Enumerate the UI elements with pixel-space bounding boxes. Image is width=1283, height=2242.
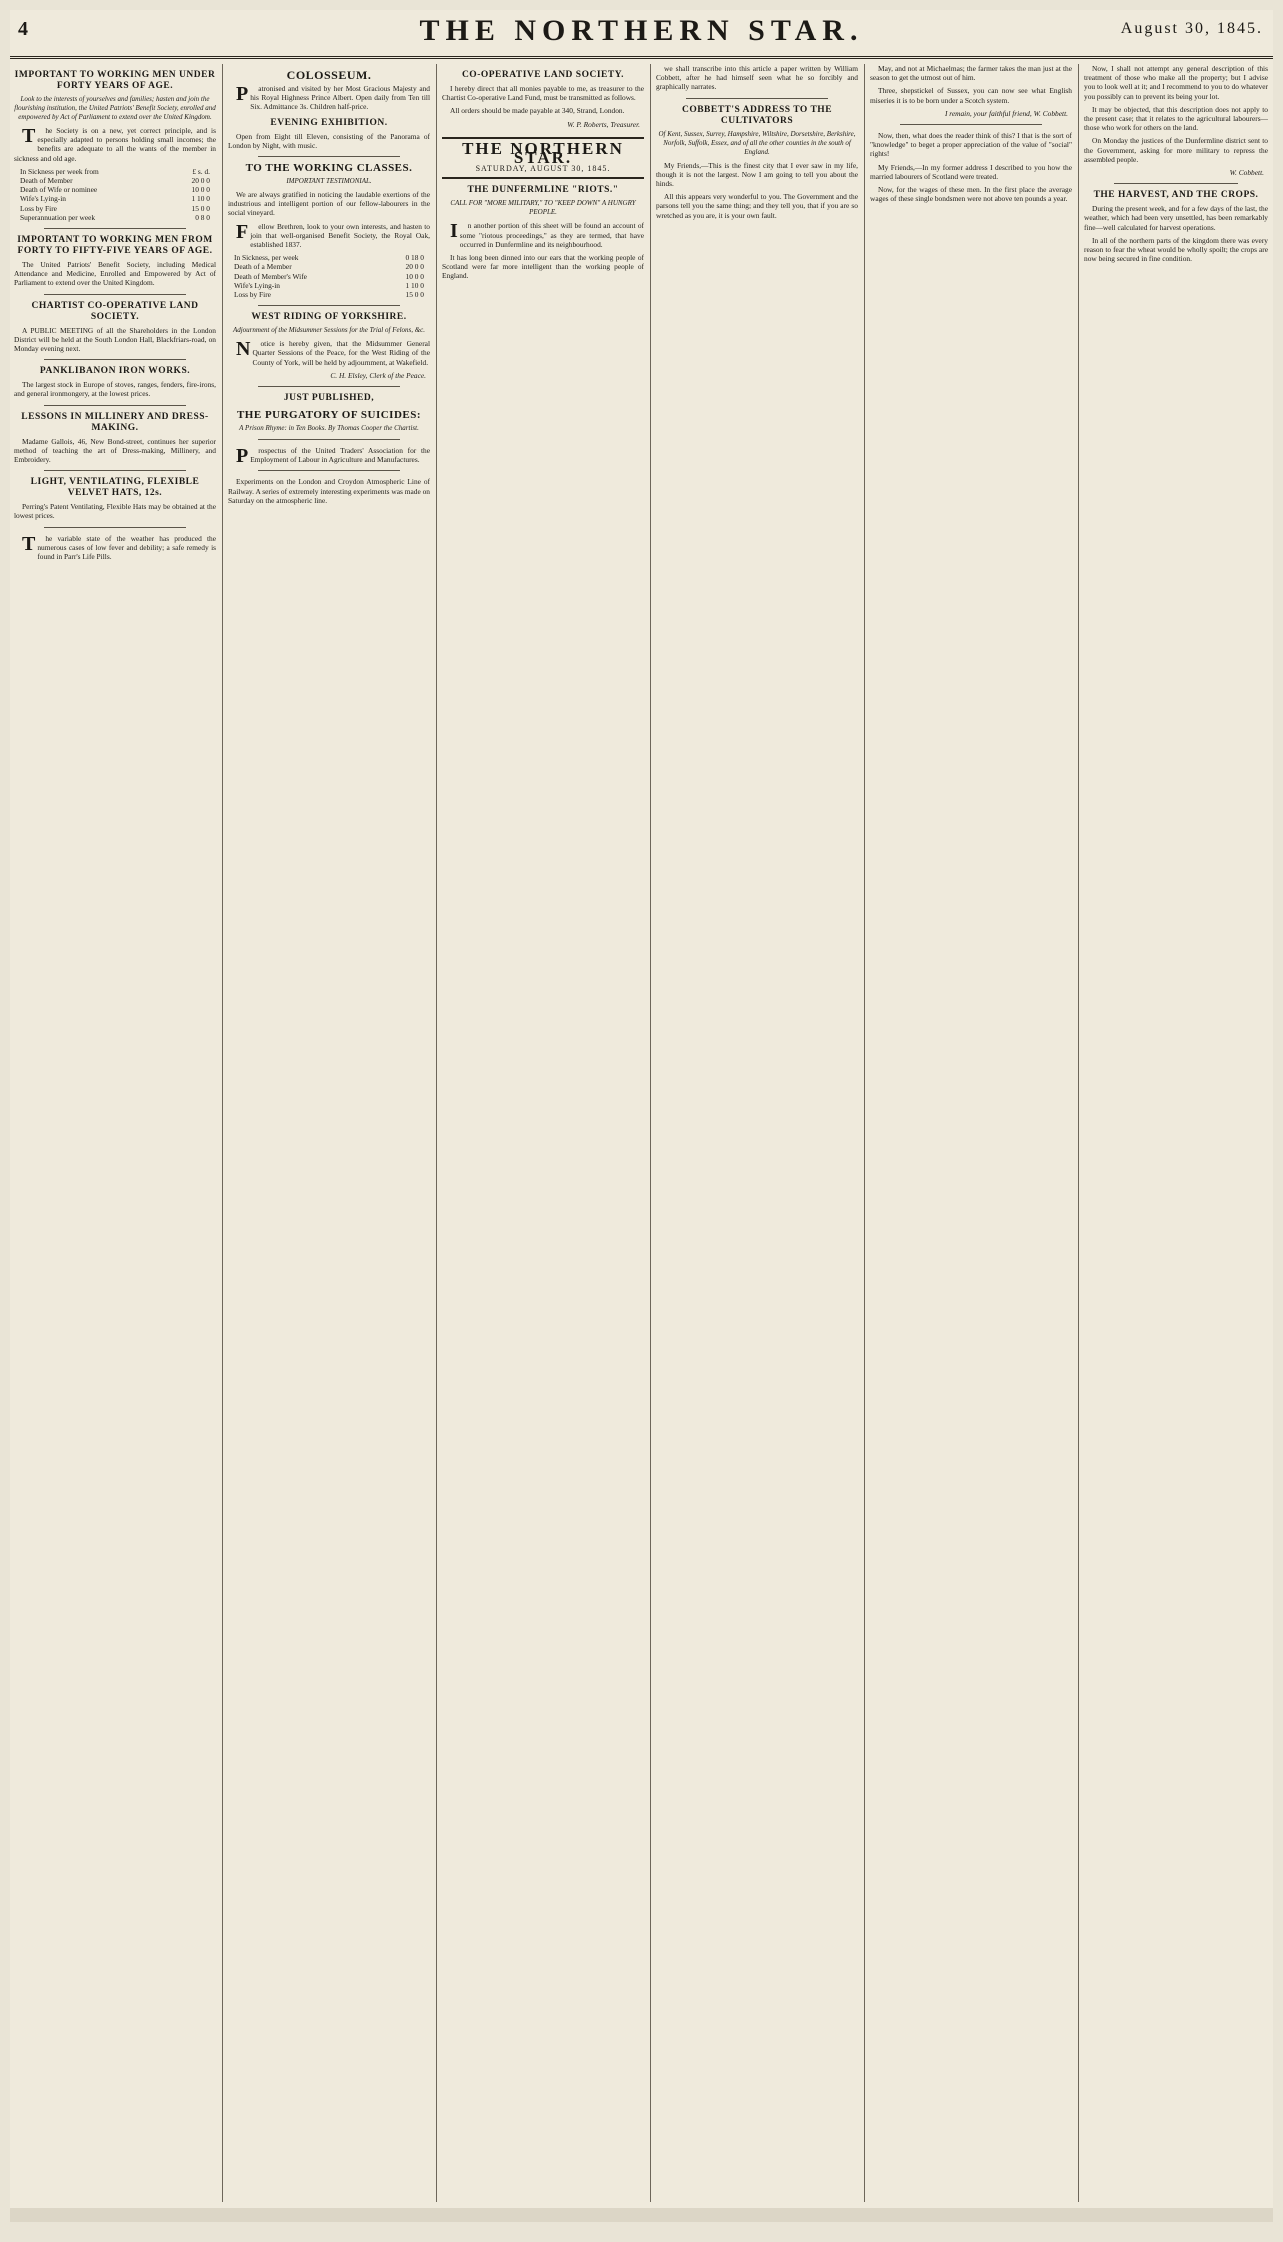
newspaper-title: THE NORTHERN STAR.: [419, 14, 864, 47]
table-row: Superannuation per week 0 8 0: [20, 212, 210, 222]
signature: I remain, your faithful friend, W. Cobbett.: [944, 108, 1068, 118]
paragraph: During the present week, and for a few days of the last, the weather, which had been very unsettled, has been remarkably fine—well calculated for harvest operations.: [1084, 204, 1268, 232]
heading-co-operative: CO-OPERATIVE LAND SOCIETY.: [461, 70, 625, 80]
paragraph: The Society is on a new, yet correct principle, and is especially adapted to persons holding small incomes; the benefits are adequate to all the wants of the member in sickness and old age.: [14, 125, 216, 163]
divider: [258, 470, 400, 471]
masthead: THE NORTHERN STAR.: [442, 137, 644, 162]
paragraph: It may be objected, that this description does not apply to the present case; that it relates to the agricultural labourers—those who work for others on the land.: [1084, 104, 1268, 133]
column-rule: [1078, 64, 1079, 2202]
newspaper-page: [10, 10, 1273, 2222]
column-rule: [222, 64, 223, 2202]
divider: [1114, 183, 1238, 184]
divider: [258, 386, 400, 387]
paragraph: Open from Eight till Eleven, consisting of the Panorama of London by Night, with music.: [228, 131, 430, 150]
heading-dunfermline: THE DUNFERMLINE "RIOTS.": [467, 185, 619, 196]
heading-west-riding: WEST RIDING OF YORKSHIRE.: [251, 312, 407, 323]
paragraph: Experiments on the London and Croydon Atmospheric Line of Railway. A series of extremely interesting experiments was made on Saturday on the atmospheric line.: [228, 477, 430, 505]
signature: C. H. Elsley, Clerk of the Peace.: [330, 370, 426, 380]
column-6: [1084, 64, 1268, 2202]
heading-working-classes: TO THE WORKING CLASSES.: [245, 162, 413, 175]
heading-cobbett-address: COBBETT'S ADDRESS TO THE CULTIVATORS: [681, 104, 833, 126]
heading-colosseum: COLOSSEUM.: [286, 68, 372, 82]
paragraph: we shall transcribe into this article a paper written by William Cobbett, after he had himself seen what he so forcibly and graphically narrates.: [656, 64, 858, 92]
divider: [258, 156, 400, 157]
divider: [258, 439, 400, 440]
subheading-military: CALL FOR "MORE MILITARY," TO "KEEP DOWN" A HUNGRY PEOPLE.: [450, 199, 636, 217]
table-row: In Sickness, per week 0 18 0: [234, 253, 424, 263]
paragraph: Prospectus of the United Traders' Association for the Employment of Labour in Agriculture and Manufactures.: [236, 445, 430, 468]
masthead-date: SATURDAY, AUGUST 30, 1845.: [442, 164, 644, 179]
paragraph: Now, for the wages of these men. In the first place the average wages of these single bondsmen were not above ten pounds a year.: [870, 185, 1072, 204]
column-2: [228, 64, 430, 2202]
paragraph: The United Patriots' Benefit Society, including Medical Attendance and Medicine, Enrolled and Empowered by Act of Parliament to extend over the United Kingdom.: [14, 260, 216, 288]
paragraph: I hereby direct that all monies payable to me, as treasurer to the Chartist Co-operative Land Fund, must be transmitted as follows.: [442, 84, 644, 103]
paragraph: In another portion of this sheet will be found an account of some "riotous proceedings," as they are termed, that have occurred in Dunfermline and its neighbourhood.: [450, 220, 644, 249]
divider: [44, 228, 186, 229]
page-bottom-margin: [10, 2208, 1273, 2222]
table-row: Death of Member 20 0 0: [20, 176, 210, 186]
divider: [44, 470, 186, 471]
issue-date: August 30, 1845.: [1120, 20, 1263, 37]
benefits-table: [234, 253, 424, 299]
divider: [258, 305, 400, 306]
paragraph: My Friends,—This is the finest city that I ever saw in my life, though it is not the largest. Now I am going to tell you about the hinds.: [656, 160, 858, 189]
paragraph: All this appears very wonderful to you. The Government and the parsons tell you the same thing; and they tell you, that if you are so wretched as you are, it is your own fault.: [656, 192, 858, 220]
heading-working-men: IMPORTANT TO WORKING MEN UNDER FORTY YEARS OF AGE.: [14, 70, 216, 91]
subheading-counties: Of Kent, Sussex, Surrey, Hampshire, Wiltshire, Dorsetshire, Berkshire, Norfolk, Suffolk, Essex, and of all the other counties in the south of England.: [658, 129, 856, 156]
table-row: Death of Member's Wife 10 0 0: [234, 271, 424, 281]
paragraph: Now, then, what does the reader think of this? I that is the sort of "knowledge" to beget a proper appreciation of the value of "social" rights!: [870, 131, 1072, 159]
divider: [44, 359, 186, 360]
subheading-prison-rhyme: A Prison Rhyme: in Ten Books. By Thomas Cooper the Chartist.: [239, 424, 419, 433]
divider: [900, 124, 1042, 125]
divider: [44, 405, 186, 406]
table-row: Loss by Fire 15 0 0: [20, 203, 210, 213]
paragraph: Perring's Patent Ventilating, Flexible Hats may be obtained at the lowest prices.: [14, 502, 216, 521]
paragraph: Three, shepstickel of Sussex, you can now see what English miseries it is to be born under a Scotch system.: [870, 86, 1072, 105]
paragraph: The largest stock in Europe of stoves, ranges, fenders, fire-irons, and general ironmongery, at the lowest prices.: [14, 380, 216, 399]
paragraph: Patronised and visited by her Most Gracious Majesty and his Royal Highness Prince Albert. Open daily from Ten till Six. Admittance 3s. Children half-price.: [236, 83, 430, 112]
paragraph: It has long been dinned into our ears that the working people of Scotland were far more intelligent than the working people of England.: [442, 253, 644, 281]
paragraph: All orders should be made payable at 340, Strand, London.: [450, 106, 625, 116]
subheading-patriots: Look to the interests of yourselves and families; hasten and join the flourishing institution, the United Patriots' Benefit Society, enrolled and empowered by Act of Parliament to extend over the United Kingdom.: [14, 95, 216, 121]
heading-land-society: CHARTIST CO-OPERATIVE LAND SOCIETY.: [31, 300, 199, 322]
paragraph: My Friends,—In my former address I described to you how the married labourers of Scotland were treated.: [870, 162, 1072, 181]
heading-purgatory: THE PURGATORY OF SUICIDES:: [236, 409, 422, 422]
paragraph: May, and not at Michaelmas; the farmer takes the man just at the season to get the utmost out of him.: [870, 64, 1072, 83]
heading-panklibanon: PANKLIBANON IRON WORKS.: [39, 366, 191, 377]
column-rule: [864, 64, 865, 2202]
paragraph: Notice is hereby given, that the Midsummer General Quarter Sessions of the Peace, for the West Riding of the County of York, will be held by adjournment, at Wakefield.: [236, 338, 430, 367]
paragraph: A PUBLIC MEETING of all the Shareholders in the London District will be held at the South London Hall, Blackfriars-road, on Monday evening next.: [14, 325, 216, 354]
column-5: [870, 64, 1072, 2202]
paragraph: Madame Gallois, 46, New Bond-street, continues her superior method of teaching the art of Dress-making, Millinery, and Embroidery.: [14, 436, 216, 465]
signature: W. Cobbett.: [1229, 168, 1264, 178]
subheading-testimonial: IMPORTANT TESTIMONIAL.: [286, 177, 372, 186]
table-row: In Sickness per week from £ s. d.: [20, 166, 210, 176]
table-row: Wife's Lying-in 1 10 0: [20, 194, 210, 204]
subheading-sessions: Adjournment of the Midsummer Sessions for the Trial of Felons, &c.: [232, 326, 426, 335]
page-header: [10, 10, 1273, 59]
divider: [44, 527, 186, 528]
page-number: 4: [18, 18, 28, 40]
heading-forty-fifty: IMPORTANT TO WORKING MEN FROM FORTY TO FIFTY-FIVE YEARS OF AGE.: [17, 235, 213, 257]
paragraph: The variable state of the weather has produced the numerous cases of low fever and debility; a safe remedy is found in Parr's Life Pills.: [22, 532, 216, 562]
table-row: Loss by Fire 15 0 0: [234, 290, 424, 300]
heading-velvet-hats: LIGHT, VENTILATING, FLEXIBLE VELVET HATS, 12s.: [30, 477, 200, 499]
paragraph: Now, I shall not attempt any general description of this treatment of those who make all the property; but I advise you to look well at it; and I recommend to you to do whatever you possibly can to prevent its being your lot.: [1084, 64, 1268, 101]
table-row: Wife's Lying-in 1 10 0: [234, 280, 424, 290]
benefits-table: [20, 167, 210, 222]
divider: [686, 98, 828, 99]
signature: W. P. Roberts, Treasurer.: [567, 119, 640, 129]
heading-just-published: JUST PUBLISHED,: [283, 393, 375, 404]
column-rule: [436, 64, 437, 2202]
heading-evening-exhibition: EVENING EXHIBITION.: [270, 117, 388, 128]
divider: [44, 294, 186, 295]
table-row: Death of a Member 20 0 0: [234, 262, 424, 272]
paragraph: We are always gratified in noticing the laudable exertions of the industrious and intelligent portion of our fellow-labourers in the social vineyard.: [228, 190, 430, 218]
paragraph: On Monday the justices of the Dunfermline district sent to the Government, asking for more military to repress the assembled people.: [1084, 136, 1268, 164]
column-4: [656, 64, 858, 2202]
column-1: [14, 64, 216, 2202]
table-row: Death of Wife or nominee 10 0 0: [20, 185, 210, 195]
paragraph: Fellow Brethren, look to your own interests, and hasten to join that well-organised Benefit Society, the Royal Oak, established 1837.: [236, 220, 430, 250]
heading-harvest: THE HARVEST, AND THE CROPS.: [1093, 190, 1259, 201]
paragraph: In all of the northern parts of the kingdom there was every reason to fear the wheat would be wholly spoilt; the crops are now being secured in fine condition.: [1084, 235, 1268, 264]
heading-millinery: LESSONS IN MILLINERY AND DRESS-MAKING.: [21, 411, 209, 433]
column-rule: [650, 64, 651, 2202]
column-3: [442, 64, 644, 2202]
